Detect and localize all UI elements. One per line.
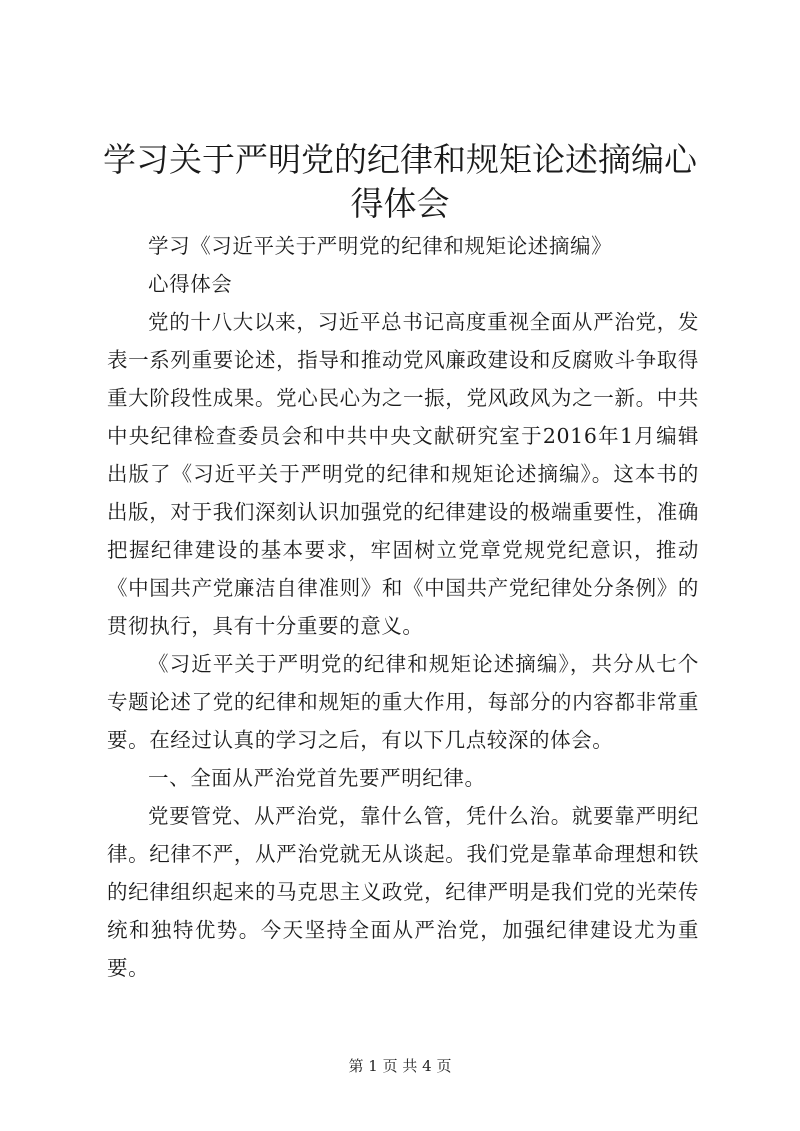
document-body <box>107 227 699 987</box>
section-heading: 一、全面从严治党首先要严明纪律。 <box>148 766 486 790</box>
document-title: 学习关于严明党的纪律和规矩论述摘编心得体会 <box>103 140 697 223</box>
subtitle-line: 学习《习近平关于严明党的纪律和规矩论述摘编》 <box>148 234 613 258</box>
page-footer: 第 1 页 共 4 页 <box>348 1057 452 1075</box>
body-paragraph: 党要管党、从严治党，靠什么管，凭什么治。就要靠严明纪律。纪律不严，从严治党就无从谈起。我们党是靠革命理想和铁的纪律组织起来的马克思主义政党，纪律严明是我们党的光荣传统和独特优势。今天坚持全面从严治党，加强纪律建设尤为重要。 <box>107 804 699 980</box>
subtitle-line-2: 心得体会 <box>148 272 233 296</box>
body-paragraph: 党的十八大以来，习近平总书记高度重视全面从严治党，发表一系列重要论述，指导和推动党风廉政建设和反腐败斗争取得重大阶段性成果。党心民心为之一振，党风政风为之一新。中共中央纪律检查委员会和中共中央文献研究室于2016年1月编辑出版了《习近平关于严明党的纪律和规矩论述摘编》。这本书的出版，对于我们深刻认识加强党的纪律建设的极端重要性，准确把握纪律建设的基本要求，牢固树立党章党规党纪意识，推动《中国共产党廉洁自律准则》和《中国共产党纪律处分条例》的贯彻执行，具有十分重要的意义。 <box>107 310 699 638</box>
body-paragraph: 《习近平关于严明党的纪律和规矩论述摘编》，共分从七个专题论述了党的纪律和规矩的重大作用，每部分的内容都非常重要。在经过认真的学习之后，有以下几点较深的体会。 <box>107 652 699 752</box>
